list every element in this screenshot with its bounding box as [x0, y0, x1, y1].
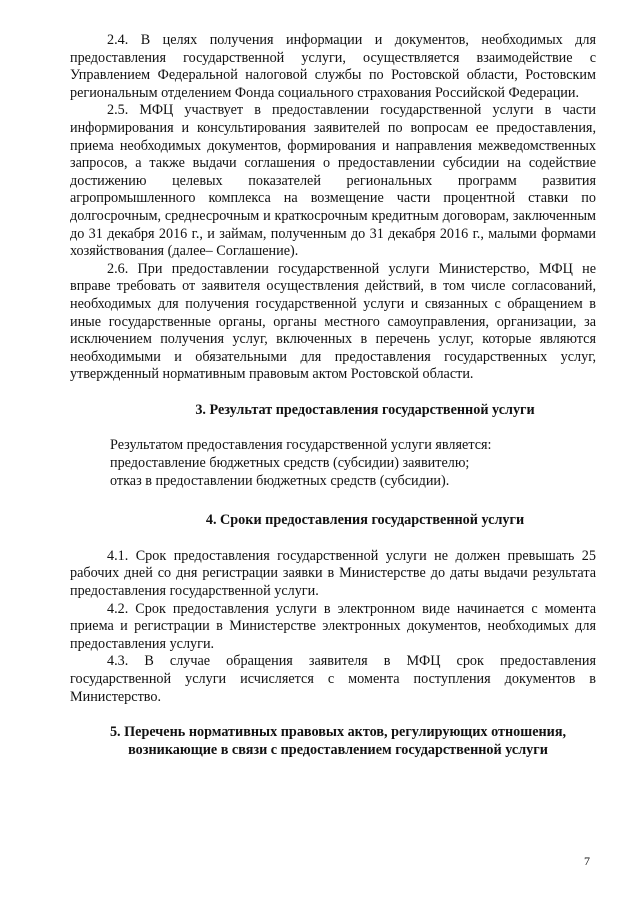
section-5-heading: 5. Перечень нормативных правовых актов, регулирующих отношения, возникающие в связи с предоставлением государственной услуги	[109, 724, 567, 758]
paragraph-2-4: 2.4. В целях получения информации и документов, необходимых для предоставления государственной услуги, осуществляется взаимодействие с Управлением Федеральной налоговой службы по Ростовской области, Ростовским региональным отделением Фонда социального страхования Российской Федерации.	[70, 32, 596, 101]
paragraph-4-1: 4.1. Срок предоставления государственной услуги не должен превышать 25 рабочих дней со дня регистрации заявки в Министерстве до даты выдачи результата предоставления государственной услуги.	[70, 547, 596, 600]
page-number: 7	[584, 854, 590, 868]
section-4-heading: 4. Сроки предоставления государственной услуги	[205, 512, 525, 529]
paragraph-2-5: 2.5. МФЦ участвует в предоставлении государственной услуги в части информирования и консультирования заявителей по вопросам ее предоставления, приема необходимых документов, формирования и направления межведомственных запросов, а также выдачи соглашения о предоставлении субсидии на содействие достижению целевых показателей региональных программ развития агропромышленного комплекса на возмещение части процентной ставки по долгосрочным, среднесрочным и краткосрочным кредитным договорам, заключенным до 31 декабря 2016 г., и займам, полученным до 31 декабря 2016 г., малыми формами хозяйствования (далее– Соглашение).	[70, 102, 596, 260]
paragraph-4-3: 4.3. В случае обращения заявителя в МФЦ срок предоставления государственной услуги исчисляется с момента поступления документов в Министерство.	[70, 653, 596, 705]
section-3-line-1: Результатом предоставления государственной услуги является:	[110, 437, 492, 454]
page-content	[70, 32, 596, 759]
section-3-heading: 3. Результат предоставления государственной услуги	[195, 401, 535, 418]
paragraph-4-2: 4.2. Срок предоставления услуги в электронном виде начинается с момента приема и регистрации в Министерстве электронных документов, необходимых для предоставления услуги.	[70, 600, 596, 652]
section-3-line-2: предоставление бюджетных средств (субсидии) заявителю;	[110, 455, 470, 472]
section-3-line-3: отказ в предоставлении бюджетных средств (субсидии).	[110, 472, 450, 489]
paragraph-2-6: 2.6. При предоставлении государственной услуги Министерство, МФЦ не вправе требовать от заявителя осуществления действий, в том числе согласований, необходимых для получения государственной услуги и связанных с обращением в иные государственные органы, органы местного самоуправления, организации, за исключением получения услуг, включенных в перечень услуг, которые являются необходимыми и обязательными для предоставления государственных услуг, утвержденный нормативным правовым актом Ростовской области.	[70, 260, 596, 383]
